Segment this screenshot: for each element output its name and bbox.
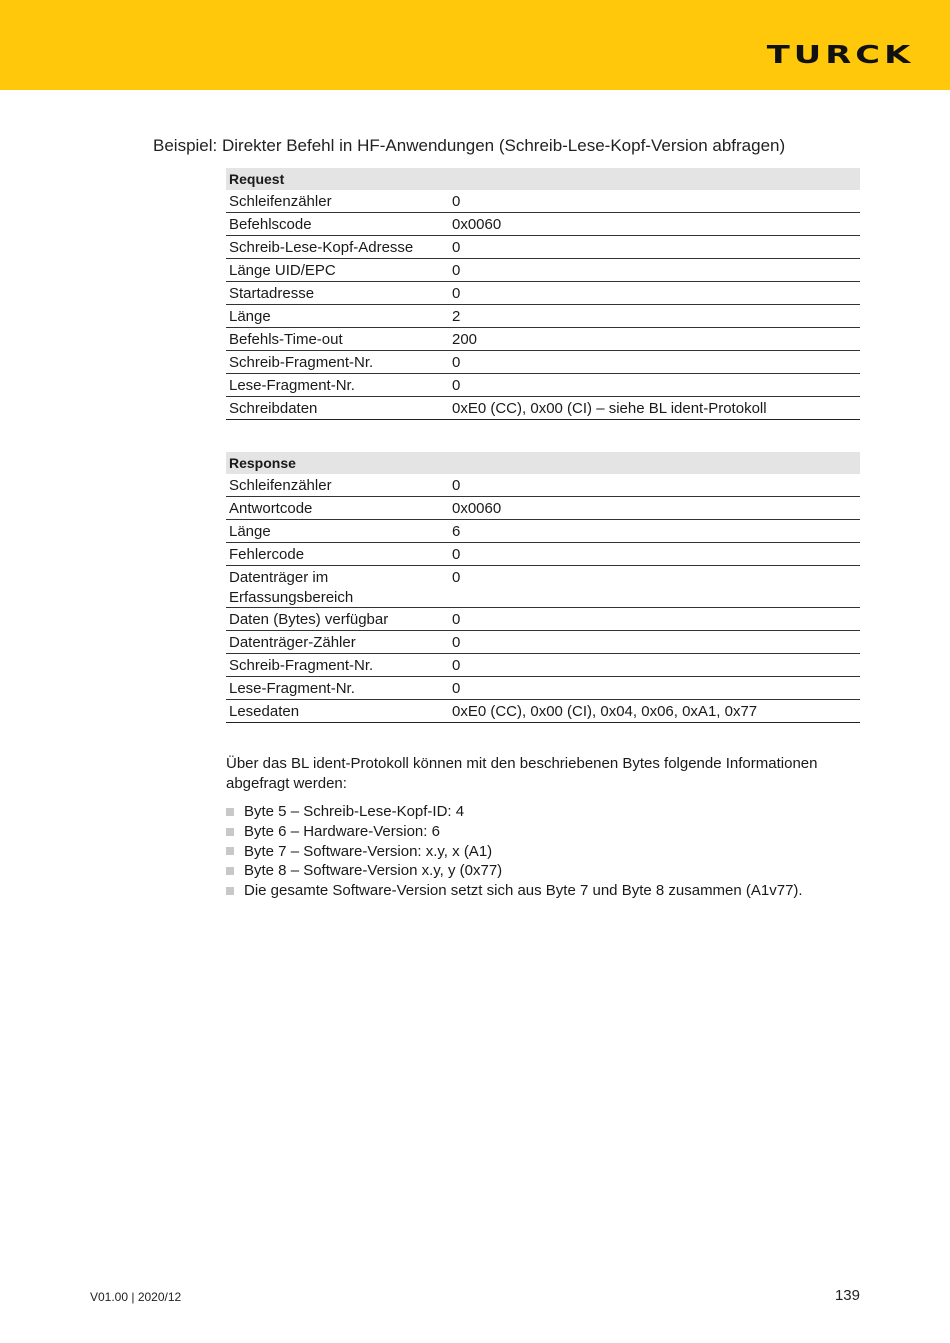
row-value: 0 [452,611,461,628]
row-value: 0 [452,262,461,279]
list-item [226,822,803,842]
row-key: Befehls-Time-out [229,331,343,348]
list-item-text: Byte 6 – Hardware-Version: 6 [244,822,440,840]
row-key: Länge [229,308,271,325]
row-value: 0 [452,239,461,256]
response-table-header: Response [226,452,860,474]
row-key: Befehlscode [229,216,312,233]
row-value: 0 [452,377,461,394]
table-row [226,259,860,282]
row-key: Datenträger im Erfassungsbereich [229,569,354,606]
table-row [226,328,860,351]
row-value: 2 [452,308,461,325]
table-row [226,543,860,566]
list-item [226,861,803,881]
row-value: 0 [452,569,461,586]
row-value: 200 [452,331,478,348]
table-row [226,305,860,328]
list-item [226,881,803,901]
table-row [226,351,860,374]
bullet-square-icon [226,808,234,816]
table-row [226,190,860,213]
list-item [226,802,803,822]
row-value: 0x0060 [452,500,502,517]
request-rows [226,190,860,420]
row-key: Länge UID/EPC [229,262,336,279]
row-value: 0 [452,285,461,302]
table-row [226,608,860,631]
table-row [226,282,860,305]
table-row [226,474,860,497]
response-table [226,452,860,723]
row-key: Lesedaten [229,703,300,720]
table-row [226,213,860,236]
row-key: Datenträger-Zähler [229,634,356,651]
response-rows [226,474,860,723]
list-item-text: Die gesamte Software-Version setzt sich aus Byte 7 und Byte 8 zusammen (A1v77). [244,882,803,900]
row-key: Lese-Fragment-Nr. [229,377,355,394]
footer-version: V01.00 | 2020/12 [90,1290,182,1304]
row-value: 0 [452,477,461,494]
list-item-text: Byte 5 – Schreib-Lese-Kopf-ID: 4 [244,803,465,820]
table-row [226,520,860,543]
row-value: 0 [452,657,461,674]
row-key: Länge [229,523,271,540]
bullet-square-icon [226,887,234,895]
bullet-list [226,802,803,901]
row-value: 0xE0 (CC), 0x00 (CI), 0x04, 0x06, 0xA1, 0x77 [452,703,758,720]
list-item-text: Byte 7 – Software-Version: x.y, x (A1) [244,842,493,860]
row-value: 0 [452,546,461,563]
row-key: Lese-Fragment-Nr. [229,680,355,697]
row-value: 0 [452,680,461,697]
row-key: Schleifenzähler [229,193,332,210]
page-number: 139 [834,1287,860,1304]
row-key: Schreibdaten [229,400,318,417]
table-row [226,397,860,420]
row-value: 0x0060 [452,216,502,233]
row-key: Schreib-Fragment-Nr. [229,354,374,371]
info-paragraph: Über das BL ident-Protokoll können mit den beschriebenen Bytes folgende Informationen abgefragt werden: [226,755,818,792]
table-row [226,677,860,700]
table-row [226,374,860,397]
table-row [226,497,860,520]
row-value: 0 [452,193,461,210]
header-bar [0,0,950,90]
row-value: 0 [452,354,461,371]
table-row [226,654,860,677]
row-value: 0 [452,634,461,651]
table-row [226,236,860,259]
section-heading: Beispiel: Direkter Befehl in HF-Anwendungen (Schreib-Lese-Kopf-Version abfragen) [153,136,786,155]
list-item [226,842,803,862]
bullet-square-icon [226,847,234,855]
request-table [226,168,860,420]
bullet-square-icon [226,867,234,875]
table-row [226,566,860,608]
request-table-header: Request [226,168,860,190]
row-key: Fehlercode [229,546,305,563]
row-key: Startadresse [229,285,315,302]
row-key: Schreib-Fragment-Nr. [229,657,374,674]
table-row [226,631,860,654]
row-key: Schreib-Lese-Kopf-Adresse [229,239,414,256]
row-value: 0xE0 (CC), 0x00 (CI) – siehe BL ident-Protokoll [452,400,767,417]
turck-logo: TURCK [766,40,914,69]
row-key: Antwortcode [229,500,313,517]
row-value: 6 [452,523,461,540]
row-key: Schleifenzähler [229,477,332,494]
bullet-square-icon [226,828,234,836]
list-item-text: Byte 8 – Software-Version x.y, y (0x77) [244,862,503,880]
row-key: Daten (Bytes) verfügbar [229,611,389,628]
table-row [226,700,860,723]
